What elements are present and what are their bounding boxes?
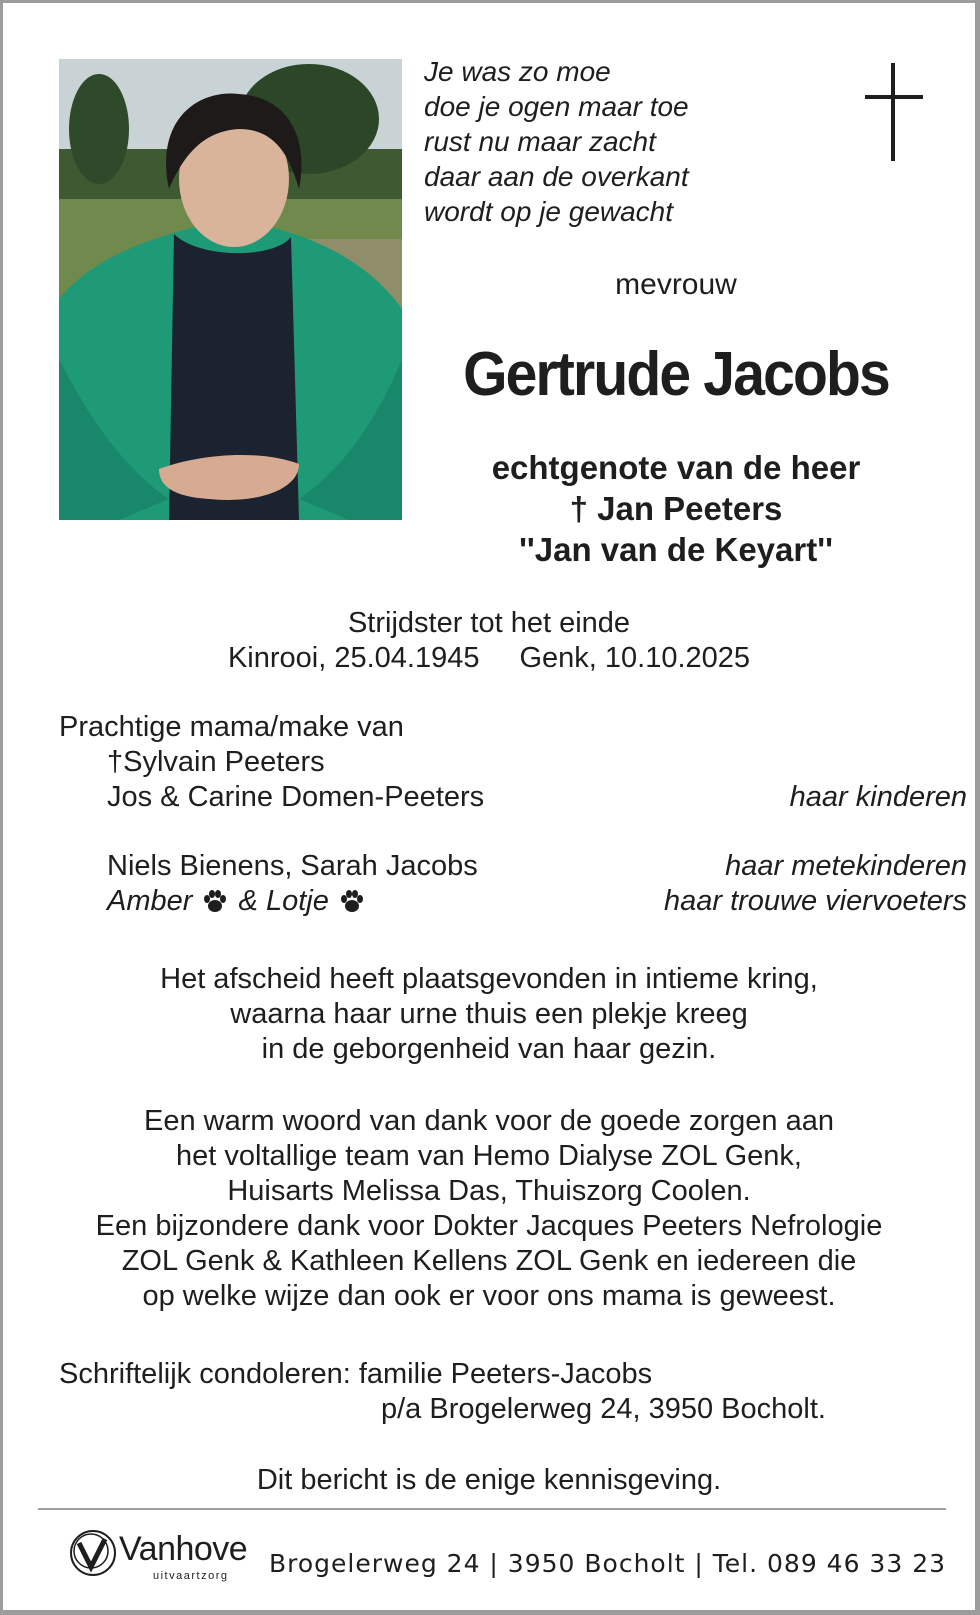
- thanks-line: Een bijzondere dank voor Dokter Jacques Peeters Nefrologie: [95, 1210, 883, 1242]
- deceased-name: Gertrude Jacobs: [463, 340, 889, 409]
- child-name-text: †Sylvain Peeters: [107, 746, 325, 778]
- death-notice-card: [3, 3, 975, 1610]
- logo-subtitle: uitvaartzorg: [153, 1570, 229, 1582]
- poem-line: rust nu maar zacht: [424, 126, 656, 157]
- poem-line: wordt op je gewacht: [424, 196, 674, 227]
- poem-line: doe je ogen maar toe: [424, 91, 689, 122]
- logo-name: Vanhove: [119, 1530, 248, 1568]
- farewell-line: in de geborgenheid van haar gezin.: [261, 1033, 717, 1065]
- foster-children: [59, 849, 967, 884]
- cross-icon: [865, 63, 923, 161]
- poem-line: daar aan de overkant: [424, 161, 689, 192]
- motto: Strijdster tot het einde: [347, 607, 631, 639]
- family-intro: Prachtige mama/make van: [59, 711, 404, 743]
- children-label: haar kinderen: [789, 781, 967, 813]
- thanks-line: het voltallige team van Hemo Dialyse ZOL Genk,: [176, 1140, 802, 1172]
- farewell-text: [3, 962, 975, 1067]
- footer-contact: Brogelerweg 24 | 3950 Bocholt | Tel. 089 46 33 23: [269, 1549, 947, 1578]
- pet-name: Amber: [107, 885, 193, 917]
- poem: [424, 54, 689, 229]
- pet-name: & Lotje: [238, 885, 329, 917]
- paw-icon: [202, 889, 228, 913]
- thanks-line: op welke wijze dan ook er voor ons mama is geweest.: [142, 1280, 836, 1312]
- child-name: [59, 745, 967, 780]
- poem-line: Je was zo moe: [424, 56, 611, 87]
- pets-label: haar trouwe viervoeters: [663, 885, 967, 917]
- pets: [59, 884, 967, 919]
- death-date: Genk, 10.10.2025: [519, 642, 751, 674]
- thanks-text: [3, 1104, 975, 1314]
- spouse-block: [383, 447, 969, 570]
- birth-date: Kinrooi, 25.04.1945: [227, 642, 480, 674]
- thanks-line: Een warm woord van dank voor de goede zorgen aan: [144, 1105, 834, 1137]
- notice: Dit bericht is de enige kennisgeving.: [256, 1464, 722, 1496]
- spouse-line: ''Jan van de Keyart'': [519, 531, 833, 568]
- paw-icon: [339, 889, 365, 913]
- thanks-line: Huisarts Melissa Das, Thuiszorg Coolen.: [227, 1175, 751, 1207]
- spouse-line: † Jan Peeters: [569, 490, 783, 527]
- foster-names: Niels Bienens, Sarah Jacobs: [107, 850, 478, 882]
- child-name: [59, 780, 967, 815]
- spouse-line: echtgenote van de heer: [491, 449, 861, 486]
- portrait-photo: [59, 59, 402, 520]
- life-dates: [3, 606, 975, 676]
- farewell-line: Het afscheid heeft plaatsgevonden in intieme kring,: [160, 963, 818, 995]
- thanks-line: ZOL Genk & Kathleen Kellens ZOL Genk en iedereen die: [121, 1245, 857, 1277]
- title-prefix: mevrouw: [615, 268, 737, 301]
- condolence-address: p/a Brogelerweg 24, 3950 Bocholt.: [381, 1393, 826, 1425]
- condolence-line: Schriftelijk condoleren: familie Peeters-Jacobs: [59, 1358, 653, 1390]
- divider: [38, 1508, 946, 1510]
- farewell-line: waarna haar urne thuis een plekje kreeg: [230, 998, 748, 1030]
- child-name-text: Jos & Carine Domen-Peeters: [107, 781, 485, 813]
- foster-label: haar metekinderen: [725, 850, 967, 882]
